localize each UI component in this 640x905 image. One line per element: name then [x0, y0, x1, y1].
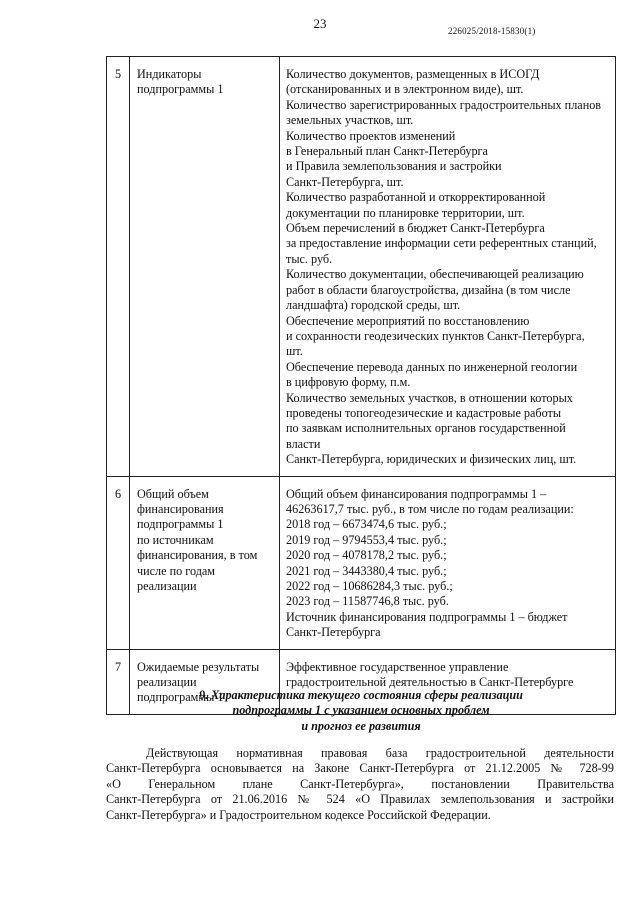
value-line: 2023 год – 11587746,8 тыс. руб. [286, 594, 449, 609]
value-line: Санкт-Петербурга, шт. [286, 174, 404, 189]
value-line: за предоставление информации сети референтных станций, [286, 236, 597, 251]
value-line: Эффективное государственное управление [286, 659, 509, 674]
value-line: 46263617,7 тыс. руб., в том числе по годам реализации: [286, 501, 574, 516]
value-line: градостроительной деятельностью в Санкт-Петербурге [286, 675, 574, 690]
label-line: реализации [137, 675, 197, 690]
value-line: в цифровую форму, п.м. [286, 375, 411, 390]
label-line: реализации [137, 579, 197, 593]
page-number: 23 [313, 16, 327, 31]
value-line: шт. [286, 344, 303, 359]
value-line: и Правила землепользования и застройки [286, 159, 502, 174]
value-line: земельных участков, шт. [286, 113, 414, 128]
paragraph-line: Санкт-Петербурга от 21.06.2016 № 524 «О Правилах землепользования и застройки [106, 792, 614, 807]
paragraph-line: «О Генеральном плане Санкт-Петербурга», постановлении Правительства [106, 776, 614, 791]
value-line: в Генеральный план Санкт-Петербурга [286, 144, 488, 159]
label-line: Общий объем [137, 486, 209, 501]
value-line: 2018 год – 6673474,6 тыс. руб.; [286, 517, 447, 532]
row-value [280, 57, 616, 477]
document-code: 226025/2018-15830(1) [448, 26, 536, 36]
value-line: Общий объем финансирования подпрограммы 1 – [286, 486, 547, 501]
value-line: Количество проектов изменений [286, 128, 456, 143]
row-label [130, 476, 280, 649]
value-line: Санкт-Петербурга [286, 625, 381, 640]
table-row [107, 476, 616, 649]
section-title [110, 688, 612, 734]
value-line: Обеспечение мероприятий по восстановлению [286, 313, 530, 328]
label-line: по источникам [137, 532, 214, 547]
table-row [107, 57, 616, 477]
value-line: власти [286, 436, 321, 451]
subprogram-passport-table [106, 56, 616, 715]
value-line: тыс. руб. [286, 251, 333, 266]
value-line: по заявкам исполнительных органов государственной [286, 421, 566, 436]
value-line: ландшафта) городской среды, шт. [286, 298, 461, 313]
value-line: 2022 год – 10686284,3 тыс. руб.; [286, 579, 453, 593]
value-line: работ в области благоустройства, дизайна (в том числе [286, 282, 571, 297]
label-line: подпрограммы 1 [137, 82, 224, 97]
label-line: Индикаторы [137, 67, 202, 81]
paragraph-line: Санкт-Петербурга» и Градостроительном кодексе Российской Федерации. [106, 807, 491, 822]
section-paragraph [106, 746, 614, 823]
value-line: (отсканированных и в электронном виде), шт. [286, 82, 524, 97]
value-line: 2019 год – 9794553,4 тыс. руб.; [286, 532, 447, 547]
section-title-line: подпрограммы 1 с указанием основных проблем [232, 703, 490, 718]
section-title-line: и прогноз ее развития [301, 718, 421, 733]
row-number: 5 [107, 57, 130, 477]
value-line: Количество разработанной и откорректированной [286, 190, 546, 205]
value-line: Количество документов, размещенных в ИСОГД [286, 67, 540, 81]
label-line: финансирования, в том [137, 548, 258, 563]
value-line: Количество зарегистрированных градостроительных планов [286, 97, 602, 112]
row-label [130, 57, 280, 477]
value-line: Источник финансирования подпрограммы 1 – бюджет [286, 609, 568, 624]
row-number: 6 [107, 476, 130, 649]
label-line: подпрограммы 1 [137, 517, 224, 532]
value-line: 2021 год – 3443380,4 тыс. руб.; [286, 563, 447, 578]
value-line: Объем перечислений в бюджет Санкт-Петербурга [286, 221, 545, 236]
value-line: 2020 год – 4078178,2 тыс. руб.; [286, 548, 447, 563]
label-line: Ожидаемые результаты [137, 659, 260, 674]
row-number: 7 [107, 649, 130, 714]
value-line: документации по планировке территории, шт. [286, 205, 525, 220]
paragraph-line: Санкт-Петербурга основывается на Законе Санкт-Петербурга от 21.12.2005 № 728-99 [106, 761, 614, 776]
label-line: числе по годам [137, 563, 216, 578]
paragraph-line: Действующая нормативная правовая база градостроительной деятельности [146, 746, 614, 760]
value-line: Количество документации, обеспечивающей реализацию [286, 267, 584, 282]
value-line: Обеспечение перевода данных по инженерной геологии [286, 359, 578, 374]
value-line: и сохранности геодезических пунктов Санкт-Петербурга, [286, 328, 585, 343]
label-line: подпрограммы 1 [137, 690, 224, 705]
section-title-line: 9. Характеристика текущего состояния сферы реализации [199, 688, 523, 702]
value-line: проведены топогеодезические и кадастровые работы [286, 405, 562, 420]
row-value [280, 476, 616, 649]
label-line: финансирования [137, 501, 224, 516]
value-line: Количество земельных участков, в отношении которых [286, 390, 573, 405]
value-line: Санкт-Петербурга, юридических и физических лиц, шт. [286, 452, 577, 467]
